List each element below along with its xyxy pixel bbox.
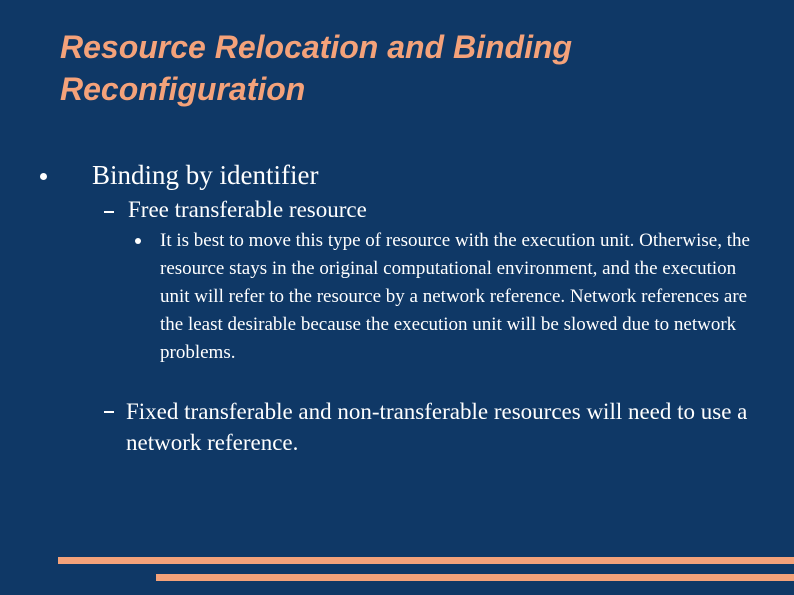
- sub-bullet-text: Free transferable resource: [128, 197, 367, 222]
- sub-bullet-text: Fixed transferable and non-transferable resources will need to use a network reference.: [126, 399, 748, 455]
- slide-title: [60, 26, 760, 110]
- footer-rule-bottom: [156, 574, 794, 581]
- bullet-dot-icon: [135, 238, 141, 244]
- bullet-text: Binding by identifier: [92, 160, 319, 190]
- footer-rule-top: [58, 557, 794, 564]
- bullet-dot-icon: [40, 173, 47, 180]
- title-line-1: Resource Relocation and Binding: [60, 29, 573, 65]
- bullet-dash-icon: [104, 211, 114, 213]
- sub-sub-bullet-text: It is best to move this type of resource with the execution unit. Otherwise, the resource stays in the original computational environment, and the execution unit will refer to the resource by a network reference. Network references are the least desirable because the execution unit will be slowed due to network problems.: [160, 230, 750, 363]
- title-line-2: Reconfiguration: [60, 71, 306, 107]
- bullet-dash-icon: [104, 411, 114, 413]
